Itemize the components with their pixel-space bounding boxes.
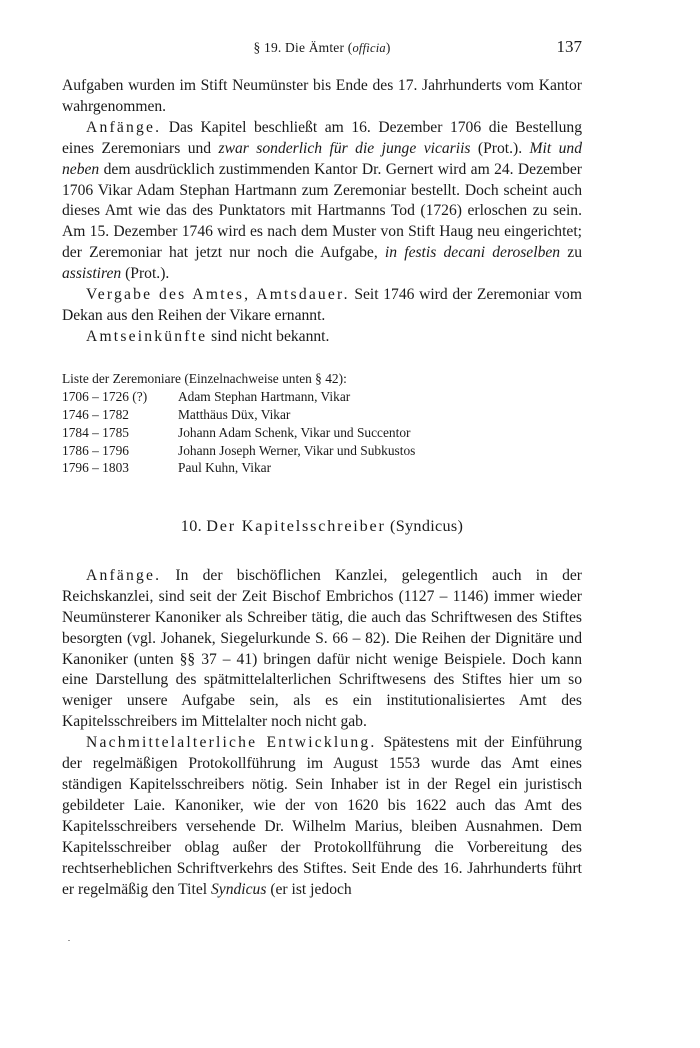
latin-quote: zwar sonderlich für die junge vicariis (218, 139, 471, 157)
section-number: 10. (180, 517, 202, 535)
section-heading (62, 516, 582, 537)
paragraph-anfaenge-syndicus (62, 566, 582, 733)
list-item (62, 459, 582, 477)
list-dates: 1784 – 1785 (62, 424, 129, 440)
paragraph-text: Das Kapitel beschließt am 16. Dezember 1706 die Bestellung eines Zeremoniars und (62, 118, 582, 157)
running-title (62, 40, 582, 56)
paragraph-lead: Anfänge. (86, 118, 162, 136)
list-dates: 1796 – 1803 (62, 460, 129, 476)
paragraph-lead: Nachmittelalterliche Entwicklung. (86, 734, 377, 752)
section-ref-italic: officia (352, 41, 386, 55)
paragraph-text: sind nicht bekannt. (207, 327, 330, 345)
list-item (62, 442, 582, 460)
paragraph-text: (Prot.). (470, 139, 530, 157)
list-person: Matthäus Düx, Vikar (178, 407, 291, 423)
list-person: Johann Adam Schenk, Vikar und Succentor (178, 424, 411, 440)
paragraph-lead: Amtseinkünfte (86, 327, 208, 345)
page-number: 137 (556, 37, 582, 56)
paragraph-anfaenge (62, 118, 582, 285)
list-item (62, 424, 582, 442)
latin-quote: Mit und neben (62, 139, 582, 178)
list-dates: 1786 – 1796 (62, 442, 129, 458)
list-dates: 1746 – 1782 (62, 407, 129, 423)
latin-quote: Syndicus (210, 880, 267, 898)
list-caption: Liste der Zeremoniare (Einzelnachweise unten § 42): (62, 370, 347, 386)
section-ref-close: ) (385, 40, 391, 55)
list-person: Paul Kuhn, Vikar (178, 460, 272, 476)
paragraph-text: (Prot.). (121, 265, 170, 283)
running-head (62, 36, 582, 60)
paragraph-continuation: Aufgaben wurden im Stift Neumünster bis Ende des 17. Jahrhunderts vom Kantor wahrgenommen. (62, 77, 582, 115)
section-subtitle: (Syndicus) (390, 517, 464, 535)
paragraph-text: In der bischöflichen Kanzlei, gelegentlich auch in der Reichskanzlei, sind seit der Zeit Bischof Embrichos (1127 – 1146) immer wieder Neumünsterer Kanoniker als Schreiber tätig, die auch das Schriftwesen des Stiftes besorgten (vgl. Johanek, Siegelurkunde S. 66 – 82). Die Reihen der Dignitäre und Kanoniker (unten §§ 37 – 41) bringen dafür nicht wenige Beispiele. Doch kann eine Darstellung des spätmittelalterlichen Schriftwesens des Stiftes hier um so weniger unsere Aufgabe sein, als es ein institutionalisiertes Amt des Kapitelsschreibers im Mittelalter noch nicht gab. (62, 566, 582, 731)
paragraph-text: dem ausdrücklich zustimmenden Kantor Dr. Gernert wird am 24. Dezember 1706 Vikar Adam Stephan Hartmann zum Zeremoniar bestellt. Doch scheint auch dieses Amt wie das des Punktators mit Hartmanns Tod (1726) erloschen zu sein. Am 15. Dezember 1746 wird es nach dem Muster von Stift Haug neu eingerichtet; der Zeremoniar hat jetzt nur noch die Aufgabe, (62, 160, 582, 262)
list-item (62, 388, 582, 406)
zeremoniare-list (62, 370, 582, 477)
paragraph-amtseinkuenfte (62, 327, 582, 348)
paragraph-vergabe (62, 285, 582, 327)
paragraph-text: Seit 1746 wird der Zeremoniar vom Dekan aus den Reihen der Vikare ernannt. (62, 286, 582, 324)
scan-speck (68, 940, 70, 941)
section-title: Der Kapitelsschreiber (206, 517, 386, 535)
paragraph-lead: Anfänge. (86, 566, 162, 584)
paragraph-text: Spätestens mit der Einführung der regelmäßigen Protokollführung im August 1553 wurde das Amt eines ständigen Kapitelsschreibers nötig. Sein Inhaber ist in der Regel ein juristisch gebildeter Laie. Kanoniker, wie der von 1620 bis 1622 auch das Amt des Kapitelsschreibers versehende Dr. Wilhelm Marius, bleiben Ausnahmen. Dem Kapitelsschreiber oblag außer der Protokollführung die Vorbereitung des rechtserheblichen Schriftverkehrs des Stiftes. Seit Ende des 16. Jahrhunderts führt er regelmäßig den Titel (62, 734, 582, 898)
list-item (62, 406, 582, 424)
section-ref: § 19. Die Ämter ( (253, 40, 353, 55)
list-person: Adam Stephan Hartmann, Vikar (178, 389, 351, 405)
paragraph-lead: Vergabe des Amtes, Amtsdauer. (86, 286, 350, 304)
paragraph-text: (er ist jedoch (266, 880, 352, 898)
list-person: Johann Joseph Werner, Vikar und Subkustos (178, 442, 416, 458)
body-text (62, 76, 582, 900)
paragraph-text: zu (560, 244, 583, 262)
list-dates: 1706 – 1726 (?) (62, 389, 148, 405)
paragraph-entwicklung (62, 733, 582, 900)
latin-quote: in festis decani deroselben (384, 244, 561, 262)
latin-quote: assistiren (62, 265, 122, 283)
